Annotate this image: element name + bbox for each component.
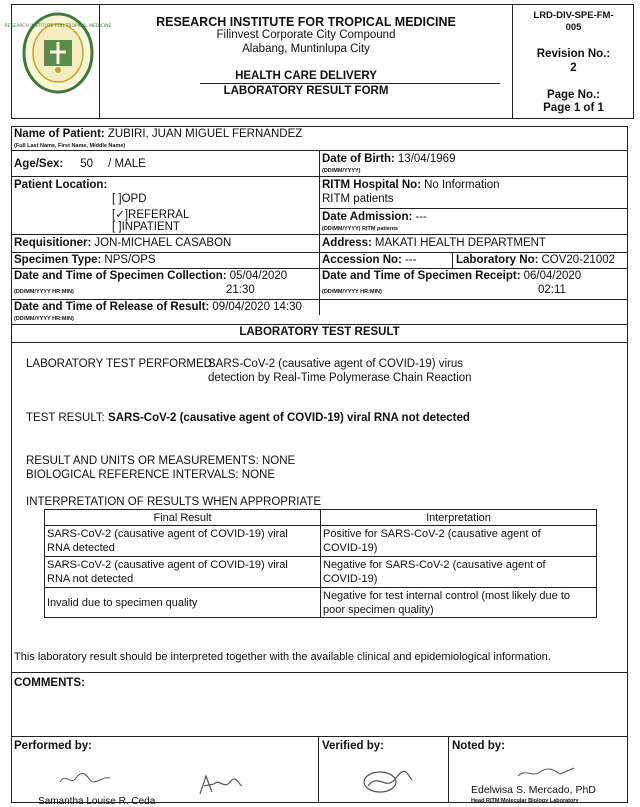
accession-label: Accession No: xyxy=(322,254,402,266)
institute-logo xyxy=(4,12,112,94)
address-line-2: Alabang, Muntinlupa City xyxy=(242,43,370,55)
doc-code-1: LRD-DIV-SPE-FM- xyxy=(533,10,614,21)
specimen-row xyxy=(14,254,156,266)
performed-label: LABORATORY TEST PERFORMED: xyxy=(26,358,216,370)
release-value: 09/04/2020 14:30 xyxy=(212,301,302,313)
table-row-1-result-2: RNA detected xyxy=(47,542,115,554)
row-divider xyxy=(11,252,628,253)
location-opd: [ ]OPD xyxy=(112,193,147,205)
dob-label: Date of Birth: xyxy=(322,153,395,165)
test-result-row xyxy=(26,412,470,424)
test-result-label: TEST RESULT: xyxy=(26,412,105,424)
address-value: MAKATI HEALTH DEPARTMENT xyxy=(374,237,546,249)
signature-performed-2-icon xyxy=(194,770,244,798)
dob-value: 13/04/1969 xyxy=(397,153,456,165)
logo-top-text: RESEARCH INSTITUTE FOR TROPICAL MEDICINE xyxy=(4,24,112,29)
location-referral: [✓]REFERRAL xyxy=(112,209,190,221)
accession-row xyxy=(322,254,416,266)
dob-hint: (DD/MM/YYYY) xyxy=(322,168,361,174)
test-result-value: SARS-CoV-2 (causative agent of COVID-19) viral RNA not detected xyxy=(108,412,470,424)
admission-value: --- xyxy=(415,211,427,223)
collection-time: 21:30 xyxy=(226,284,255,296)
release-row xyxy=(14,301,302,313)
page-value: Page 1 of 1 xyxy=(543,102,604,114)
revision-label: Revision No.: xyxy=(536,48,611,60)
admission-row xyxy=(322,211,427,223)
table-row-3-interp-2: poor specimen quality) xyxy=(323,604,434,616)
receipt-time: 02:11 xyxy=(538,284,566,296)
signature-noted-icon xyxy=(516,764,578,780)
intervals-line: BIOLOGICAL REFERENCE INTERVALS: NONE xyxy=(26,469,276,481)
ritm-label: RITM Hospital No: xyxy=(322,179,422,191)
specimen-label: Specimen Type: xyxy=(14,254,102,266)
address-label: Address: xyxy=(322,237,372,249)
comments-label: COMMENTS: xyxy=(14,677,85,689)
release-hint: (DD/MM/YYYY HR:MIN) xyxy=(14,316,74,322)
address-line-1: Filinvest Corporate City Compound xyxy=(216,29,396,41)
signature-divider-2 xyxy=(448,736,449,803)
performed-line-1: SARS-CoV-2 (causative agent of COVID-19) virus xyxy=(208,358,464,370)
ritm-value: No Information xyxy=(424,179,500,191)
table-header-final-result: Final Result xyxy=(153,512,212,524)
labno-label: Laboratory No: xyxy=(456,254,539,266)
noted-by-name: Edelwisa S. Mercado, PhD xyxy=(471,784,596,796)
units-line: RESULT AND UNITS OR MEASUREMENTS: NONE xyxy=(26,455,296,467)
signature-verified-icon xyxy=(356,766,414,798)
header-subtitle-2: LABORATORY RESULT FORM xyxy=(223,85,389,97)
logo-seal-icon xyxy=(4,12,112,94)
institute-name: RESEARCH INSTITUTE FOR TROPICAL MEDICINE xyxy=(156,15,456,29)
table-row-3-interp-1: Negative for test internal control (most likely due to xyxy=(323,590,571,602)
collection-date: 05/04/2020 xyxy=(229,270,288,282)
requisitioner-value: JON-MICHAEL CASABON xyxy=(94,237,232,249)
col-divider xyxy=(319,150,320,315)
receipt-hint: (DD/MM/YYYY HR:MIN) xyxy=(322,289,382,295)
labno-row xyxy=(456,254,615,266)
table-row-divider xyxy=(44,587,597,588)
row-divider xyxy=(11,299,628,300)
location-label: Patient Location: xyxy=(14,179,108,191)
page-label: Page No.: xyxy=(546,89,601,101)
patient-name-row xyxy=(14,128,302,140)
row-divider xyxy=(11,234,628,235)
admission-hint: (DD/MM/YYYY) RITM patients xyxy=(322,226,399,232)
row-divider xyxy=(11,736,628,737)
table-row-2-result-1: SARS-CoV-2 (causative agent of COVID-19) viral xyxy=(47,559,288,571)
collection-label: Date and Time of Specimen Collection: xyxy=(14,270,227,282)
dob-row xyxy=(322,153,455,165)
signature-divider-1 xyxy=(318,736,319,803)
ritm-value-2: RITM patients xyxy=(322,193,394,205)
doc-code-2: 005 xyxy=(565,22,582,33)
table-row-2-interp-1: Negative for SARS-CoV-2 (causative agent of xyxy=(323,559,546,571)
receipt-date: 06/04/2020 xyxy=(523,270,582,282)
address-row xyxy=(322,237,546,249)
patient-name-value: ZUBIRI, JUAN MIGUEL FERNANDEZ xyxy=(107,128,303,140)
table-row-1-interp-1: Positive for SARS-CoV-2 (causative agent of xyxy=(323,528,541,540)
table-row-3-result-1: Invalid due to specimen quality xyxy=(47,597,198,609)
age-value: 50 xyxy=(80,158,94,170)
result-section-title: LABORATORY TEST RESULT xyxy=(239,326,400,338)
patient-name-hint: (Full Last Name, First Name, Middle Name) xyxy=(14,143,126,149)
table-row-2-interp-2: COVID-19) xyxy=(323,573,378,585)
age-sex-row xyxy=(14,158,146,170)
table-row-divider xyxy=(44,525,597,526)
age-sex-label: Age/Sex: xyxy=(14,158,64,170)
requisitioner-label: Requisitioner: xyxy=(14,237,92,249)
collection-hint: (DD/MM/YYYY HR:MIN) xyxy=(14,289,74,295)
table-row-1-result-1: SARS-CoV-2 (causative agent of COVID-19) viral xyxy=(47,528,288,540)
table-row-1-interp-2: COVID-19) xyxy=(323,542,378,554)
subtitle-underline xyxy=(200,83,500,84)
row-divider xyxy=(11,268,628,269)
table-header-interpretation: Interpretation xyxy=(426,512,491,524)
row-divider xyxy=(11,324,628,325)
table-row-divider xyxy=(44,556,597,557)
location-inpatient: [ ]INPATIENT xyxy=(112,221,180,233)
requisitioner-row xyxy=(14,237,231,249)
ritm-row xyxy=(322,179,500,191)
table-row-2-result-2: RNA not detected xyxy=(47,573,134,585)
row-divider xyxy=(319,208,628,209)
interpretation-heading: INTERPRETATION OF RESULTS WHEN APPROPRIATE xyxy=(26,496,321,508)
row-divider xyxy=(11,176,628,177)
accession-value: --- xyxy=(404,254,417,266)
admission-label: Date Admission: xyxy=(322,211,413,223)
signature-performed-1-icon xyxy=(56,768,116,790)
collection-row xyxy=(14,270,287,282)
header-subtitle-1: HEALTH CARE DELIVERY xyxy=(235,70,377,82)
patient-name-label: Name of Patient: xyxy=(14,128,105,140)
receipt-row xyxy=(322,270,581,282)
specimen-value: NPS/OPS xyxy=(104,254,156,266)
performed-by-name: Samantha Louise R. Ceda xyxy=(38,796,156,807)
sex-value: / MALE xyxy=(108,158,146,170)
noted-by-title: Head RITM Molecular Biology Laboratory xyxy=(471,798,579,804)
labno-value: COV20-21002 xyxy=(541,254,616,266)
interpretation-note: This laboratory result should be interpreted together with the available clinical and epidemiological information. xyxy=(14,651,551,663)
receipt-label: Date and Time of Specimen Receipt: xyxy=(322,270,521,282)
performed-by-label: Performed by: xyxy=(14,740,92,752)
col-divider xyxy=(452,252,453,268)
release-label: Date and Time of Release of Result: xyxy=(14,301,210,313)
performed-line-2: detection by Real-Time Polymerase Chain Reaction xyxy=(208,372,472,384)
verified-by-label: Verified by: xyxy=(322,740,384,752)
noted-by-label: Noted by: xyxy=(452,740,506,752)
revision-value: 2 xyxy=(570,62,577,74)
row-divider xyxy=(11,342,628,343)
row-divider xyxy=(11,672,628,673)
